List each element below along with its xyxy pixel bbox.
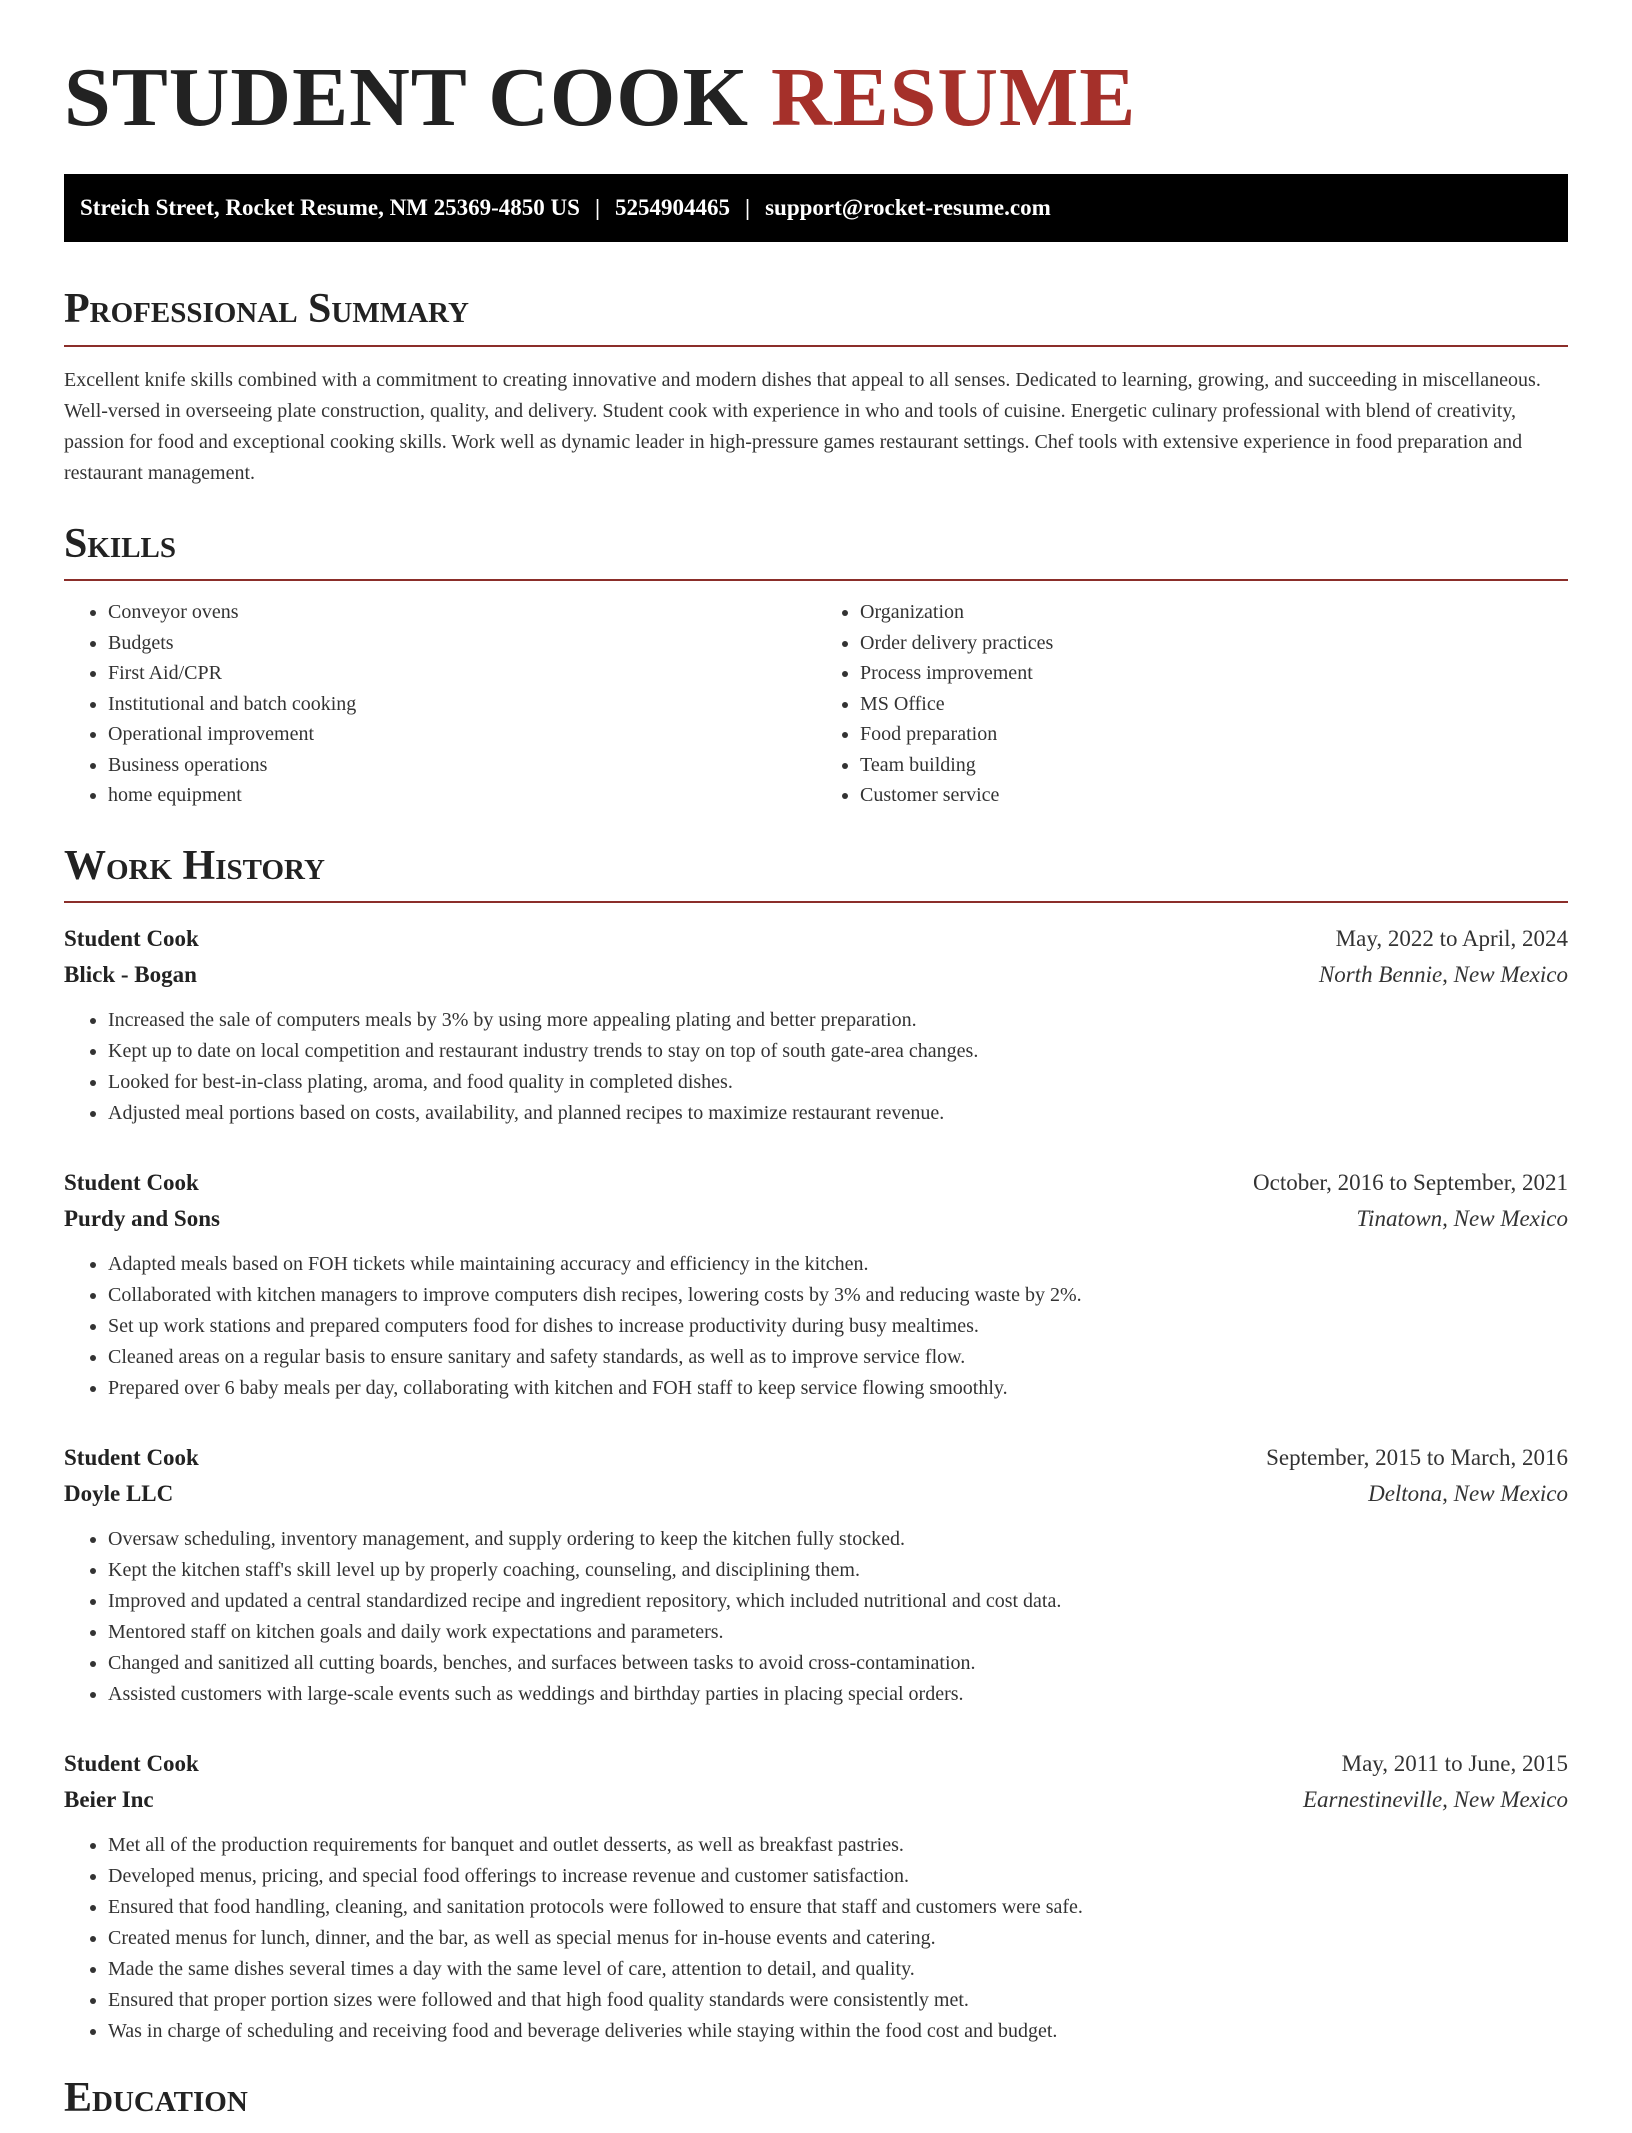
contact-address: Streich Street, Rocket Resume, NM 25369-4850 US <box>80 195 580 221</box>
skill-item: • First Aid/CPR <box>108 658 816 689</box>
skill-item: • Organization <box>860 597 1568 628</box>
contact-email[interactable]: support@rocket-resume.com <box>765 195 1051 221</box>
job-entry <box>64 1165 1568 1404</box>
job-entry <box>64 921 1568 1129</box>
skills-list <box>64 597 1568 811</box>
job-duty-item: • Was in charge of scheduling and receiving food and beverage deliveries while staying within the food cost and budget. <box>108 2016 1568 2047</box>
job-header-row <box>64 1440 1568 1476</box>
job-duty-item: • Mentored staff on kitchen goals and daily work expectations and parameters. <box>108 1617 1568 1648</box>
job-company: Doyle LLC <box>64 1481 174 1507</box>
skill-item: • Food preparation <box>860 719 1568 750</box>
job-entry <box>64 1746 1568 2047</box>
skills-column-left <box>64 597 816 811</box>
job-company-row <box>64 1476 1568 1512</box>
job-duty-item: • Kept the kitchen staff's skill level up by properly coaching, counseling, and disciplining them. <box>108 1555 1568 1586</box>
skill-item: • Team building <box>860 750 1568 781</box>
job-duty-item: • Increased the sale of computers meals by 3% by using more appealing plating and better preparation. <box>108 1005 1568 1036</box>
skill-item: • MS Office <box>860 689 1568 720</box>
contact-separator: | <box>745 195 751 221</box>
job-duty-item: • Kept up to date on local competition and restaurant industry trends to stay on top of south gate-area changes. <box>108 1036 1568 1067</box>
job-title: Student Cook <box>64 1445 199 1471</box>
skills-heading: Skills <box>64 519 1568 581</box>
contact-phone: 5254904465 <box>615 195 731 221</box>
job-company-row <box>64 957 1568 993</box>
skill-item: • Operational improvement <box>108 719 816 750</box>
skill-item: • Business operations <box>108 750 816 781</box>
job-dates: October, 2016 to September, 2021 <box>1253 1170 1568 1196</box>
job-duty-item: • Cleaned areas on a regular basis to ensure sanitary and safety standards, as well as to improve service flow. <box>108 1342 1568 1373</box>
skill-item: • Conveyor ovens <box>108 597 816 628</box>
job-header-row <box>64 1746 1568 1782</box>
job-duty-item: • Created menus for lunch, dinner, and the bar, as well as special menus for in-house events and catering. <box>108 1923 1568 1954</box>
work-history-list <box>64 921 1568 2047</box>
job-dates: May, 2022 to April, 2024 <box>1335 926 1568 952</box>
education-heading: Education <box>64 2075 248 2122</box>
resume-title <box>64 52 1568 144</box>
skill-item: • Customer service <box>860 780 1568 811</box>
job-duty-item: • Changed and sanitized all cutting boards, benches, and surfaces between tasks to avoid cross-contamination. <box>108 1648 1568 1679</box>
contact-separator: | <box>594 195 601 221</box>
job-duty-item: • Oversaw scheduling, inventory management, and supply ordering to keep the kitchen fully stocked. <box>108 1524 1568 1555</box>
job-company-row <box>64 1782 1568 1818</box>
skill-item: • home equipment <box>108 780 816 811</box>
job-company: Blick - Bogan <box>64 962 197 988</box>
job-company-row <box>64 1201 1568 1237</box>
skills-column-right <box>816 597 1568 811</box>
job-title: Student Cook <box>64 1170 199 1196</box>
job-duty-item: • Looked for best-in-class plating, aroma, and food quality in completed dishes. <box>108 1067 1568 1098</box>
job-header-row <box>64 921 1568 957</box>
contact-bar <box>64 174 1568 242</box>
job-entry <box>64 1440 1568 1710</box>
summary-text: Excellent knife skills combined with a commitment to creating innovative and modern dishes that appeal to all senses. Dedicated to learning, growing, and succeeding in miscellaneous. Well-versed in overseeing plate construction, quality, and delivery. Student cook with experience in who and tools of cuisine. Energetic culinary professional with blend of creativity, passion for food and exceptional cooking skills. Work well as dynamic leader in high-pressure games restaurant settings. Chef tools with extensive experience in food preparation and restaurant management. <box>64 368 1541 484</box>
job-duty-item: • Improved and updated a central standardized recipe and ingredient repository, which included nutritional and cost data. <box>108 1586 1568 1617</box>
job-duty-item: • Ensured that proper portion sizes were followed and that high food quality standards were consistently met. <box>108 1985 1568 2016</box>
title-accent: RESUME <box>770 51 1137 144</box>
work-history-heading: Work History <box>64 841 1568 903</box>
job-dates: September, 2015 to March, 2016 <box>1266 1445 1568 1471</box>
job-duty-item: • Adjusted meal portions based on costs, availability, and planned recipes to maximize restaurant revenue. <box>108 1098 1568 1129</box>
job-company: Purdy and Sons <box>64 1206 220 1232</box>
job-header-row <box>64 1165 1568 1201</box>
job-duty-item: • Collaborated with kitchen managers to improve computers dish recipes, lowering costs by 3% and reducing waste by 2%. <box>108 1280 1568 1311</box>
job-location: North Bennie, New Mexico <box>1318 962 1568 988</box>
job-location: Deltona, New Mexico <box>1368 1481 1568 1507</box>
job-duty-item: • Developed menus, pricing, and special food offerings to increase revenue and customer satisfaction. <box>108 1861 1568 1892</box>
job-duty-item: • Made the same dishes several times a day with the same level of care, attention to detail, and quality. <box>108 1954 1568 1985</box>
summary-heading: Professional Summary <box>64 284 1568 346</box>
job-duty-item: • Adapted meals based on FOH tickets while maintaining accuracy and efficiency in the kitchen. <box>108 1249 1568 1280</box>
skill-item: • Budgets <box>108 628 816 659</box>
job-location: Earnestineville, New Mexico <box>1302 1787 1568 1813</box>
job-duty-item: • Met all of the production requirements for banquet and outlet desserts, as well as breakfast pastries. <box>108 1830 1568 1861</box>
job-company: Beier Inc <box>64 1787 154 1813</box>
job-duty-item: • Set up work stations and prepared computers food for dishes to increase productivity during busy mealtimes. <box>108 1311 1568 1342</box>
skill-item: • Institutional and batch cooking <box>108 689 816 720</box>
title-main: STUDENT COOK <box>64 51 749 144</box>
skill-item: • Order delivery practices <box>860 628 1568 659</box>
skill-item: • Process improvement <box>860 658 1568 689</box>
job-duties-list <box>64 1830 1568 2047</box>
job-duties-list <box>64 1005 1568 1129</box>
job-location: Tinatown, New Mexico <box>1356 1206 1568 1232</box>
job-duty-item: • Ensured that food handling, cleaning, and sanitation protocols were followed to ensure that staff and customers were safe. <box>108 1892 1568 1923</box>
job-title: Student Cook <box>64 1751 199 1777</box>
job-duties-list <box>64 1524 1568 1710</box>
job-title: Student Cook <box>64 926 199 952</box>
job-duty-item: • Assisted customers with large-scale events such as weddings and birthday parties in placing special orders. <box>108 1679 1568 1710</box>
job-duties-list <box>64 1249 1568 1404</box>
job-duty-item: • Prepared over 6 baby meals per day, collaborating with kitchen and FOH staff to keep service flowing smoothly. <box>108 1373 1568 1404</box>
job-dates: May, 2011 to June, 2015 <box>1341 1751 1568 1777</box>
